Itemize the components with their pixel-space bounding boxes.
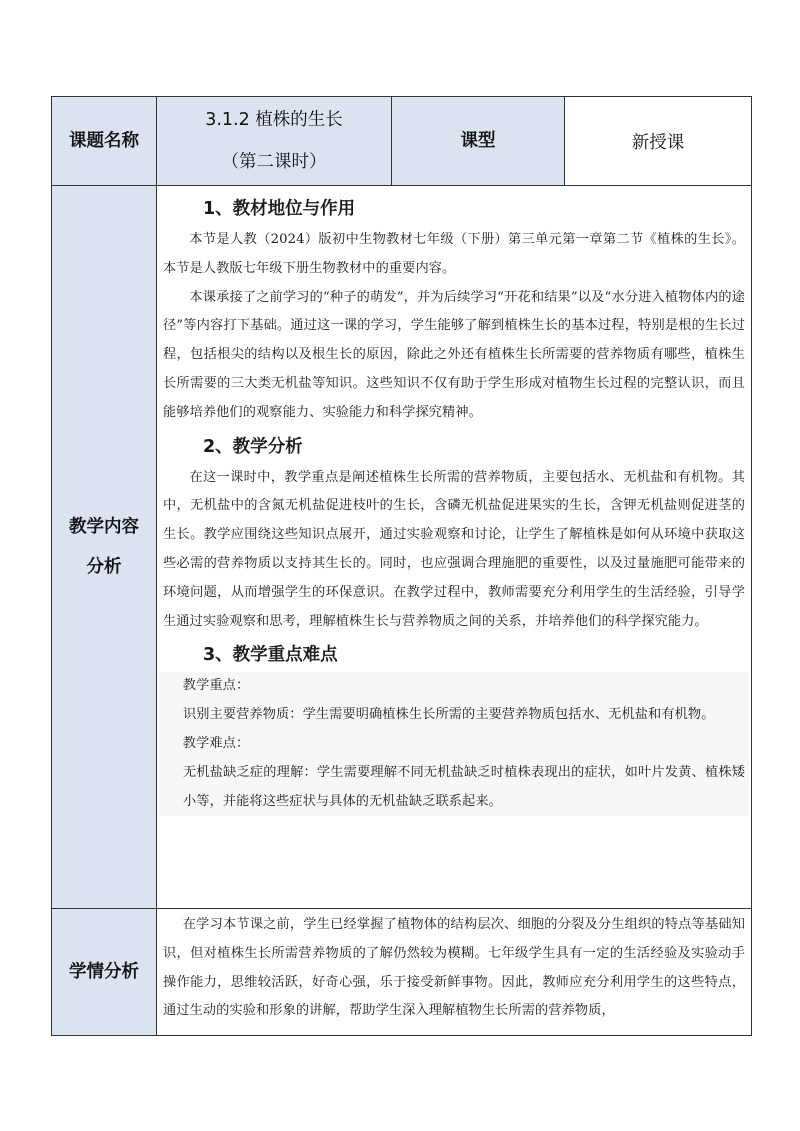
difficulty-text: 无机盐缺乏症的理解：学生需要理解不同无机盐缺乏时植株表现出的症状，如叶片发黄、植株矮小等，并能将这些症状与具体的无机盐缺乏联系起来。: [183, 764, 745, 809]
topic-name-label: 课题名称: [52, 97, 157, 186]
key-point-label: 教学重点：: [182, 678, 250, 694]
section-heading: 2、教学分析: [203, 436, 303, 457]
content-analysis-row: [52, 186, 752, 909]
topic-title-line1: 3.1.2 植株的生长: [205, 110, 343, 130]
content-analysis-label: [52, 186, 157, 909]
header-row: [52, 97, 752, 186]
learner-analysis-label: 学情分析: [52, 909, 157, 1036]
section-heading: 3、教学重点难点: [203, 645, 338, 666]
content-analysis-label-line2: 分析: [86, 557, 122, 577]
key-points-block: [159, 672, 749, 816]
topic-name-value: [157, 97, 392, 186]
key-point-text: 识别主要营养物质：学生需要明确植株生长所需的主要营养物质包括水、无机盐和有机物。: [183, 707, 715, 723]
learner-analysis-row: [52, 909, 752, 1036]
learner-analysis-body: [157, 909, 752, 1036]
content-analysis-label-line1: 教学内容: [69, 517, 139, 537]
topic-title-line2: （第二课时）: [221, 152, 327, 172]
paragraph: 本节是人教（2024）版初中生物教材七年级（下册）第三单元第一章第二节《植株的生长》。本节是人教版七年级下册生物教材中的重要内容。: [163, 232, 745, 276]
lesson-type-label: 课型: [392, 97, 565, 186]
lesson-type-value: 新授课: [565, 97, 752, 186]
paragraph: 本课承接了之前学习的“种子的萌发”，并为后续学习“开花和结果”以及“水分进入植物体内的途径”等内容打下基础。通过这一课的学习，学生能够了解到植株生长的基本过程，特别是根的生长过程，包括根尖的结构以及根生长的原因，除此之外还有植株生长所需要的营养物质有哪些，植株生长所需要的三大类无机盐等知识。这些知识不仅有助于学生形成对植物生长过程的完整认识，而且能够培养他们的观察能力、实验能力和科学探究精神。: [163, 289, 745, 420]
content-analysis-body: [157, 186, 752, 909]
paragraph: 在这一课时中，教学重点是阐述植株生长所需的营养物质，主要包括水、无机盐和有机物。其中，无机盐中的含氮无机盐促进枝叶的生长，含磷无机盐促进果实的生长，含钾无机盐则促进茎的生长。教学应围绕这些知识点展开，通过实验观察和讨论，让学生了解植株是如何从环境中获取这些必需的营养物质以支持其生长的。同时，也应强调合理施肥的重要性，以及过量施肥可能带来的环境问题，从而增强学生的环保意识。在教学过程中，教师需要充分利用学生的生活经验，引导学生通过实验观察和思考，理解植株生长与营养物质之间的关系，并培养他们的科学探究能力。: [163, 469, 745, 629]
section-heading: 1、教材地位与作用: [203, 199, 356, 219]
difficulty-label: 教学难点：: [182, 735, 250, 751]
lesson-plan-table: [51, 96, 752, 1036]
learner-analysis-text: 在学习本节课之前，学生已经掌握了植物体的结构层次、细胞的分裂及分生组织的特点等基础知识，但对植株生长所需营养物质的了解仍然较为模糊。七年级学生具有一定的生活经验及实验动手操作能力，思维较活跃，好奇心强，乐于接受新鲜事物。因此，教师应充分利用学生的这些特点，通过生动的实验和形象的讲解，帮助学生深入理解植物生长所需的营养物质，: [163, 917, 745, 1019]
